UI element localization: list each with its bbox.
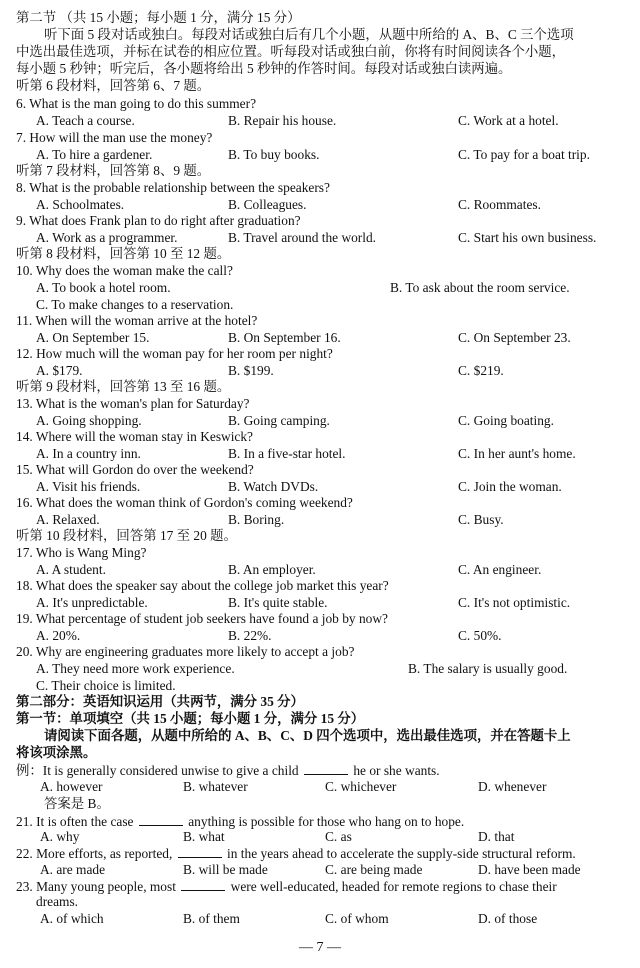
stem-end: were well-educated, headed for remote regions to chase their: [230, 879, 557, 894]
stem-start: 21. It is often the case: [16, 814, 134, 829]
answer-blank: [181, 878, 225, 891]
option-c: C. whichever: [325, 779, 397, 794]
option-b: B. what: [183, 829, 225, 844]
option-b: B. It's quite stable.: [228, 595, 328, 610]
answer-blank: [178, 845, 222, 858]
option-a: A. Teach a course.: [36, 113, 135, 128]
listening-group-label: 听第 9 段材料，回答第 13 至 16 题。: [16, 379, 231, 394]
question-stem: 14. Where will the woman stay in Keswick?: [16, 429, 254, 444]
option-b: B. The salary is usually good.: [408, 661, 568, 676]
option-b: B. Boring.: [228, 512, 285, 527]
option-c: C. Roommates.: [458, 197, 541, 212]
stem-end: anything is possible for those who hang on to hope.: [188, 814, 465, 829]
option-a: A. however: [40, 779, 103, 794]
example-answer: 答案是 B。: [44, 796, 110, 811]
question-stem: 11. When will the woman arrive at the hotel?: [16, 313, 258, 328]
option-b: B. In a five-star hotel.: [228, 446, 346, 461]
option-c: C. 50%.: [458, 628, 502, 643]
option-c: C. $219.: [458, 363, 504, 378]
instruction-line: 中选出最佳选项，并标在试卷的相应位置。听每段对话或独白前，你将有时间阅读各个小题，: [16, 44, 566, 59]
option-b: B. To buy books.: [228, 147, 320, 162]
question-stem: 9. What does Frank plan to do right after graduation?: [16, 213, 301, 228]
option-b: B. will be made: [183, 862, 268, 877]
stem-continuation: dreams.: [36, 894, 79, 909]
option-c: C. It's not optimistic.: [458, 595, 571, 610]
section-heading: 第二节 （共 15 小题；每小题 1 分，满分 15 分）: [16, 10, 301, 25]
option-a: A. $179.: [36, 363, 83, 378]
listening-group-label: 听第 8 段材料，回答第 10 至 12 题。: [16, 246, 231, 261]
option-b: B. An employer.: [228, 562, 316, 577]
option-b: B. Colleagues.: [228, 197, 307, 212]
listening-group-label: 听第 10 段材料，回答第 17 至 20 题。: [16, 528, 237, 543]
question-stem: 6. What is the man going to do this summer?: [16, 96, 257, 111]
option-a: A. On September 15.: [36, 330, 150, 345]
option-a: A. A student.: [36, 562, 106, 577]
option-a: A. They need more work experience.: [36, 661, 235, 676]
example-stem: [16, 762, 440, 779]
option-b: B. 22%.: [228, 628, 272, 643]
option-b: B. To ask about the room service.: [390, 280, 570, 295]
option-a: A. Relaxed.: [36, 512, 100, 527]
question-stem: 12. How much will the woman pay for her room per night?: [16, 346, 333, 361]
answer-blank: [139, 813, 183, 826]
option-c: C. To make changes to a reservation.: [36, 297, 234, 312]
question-stem: [16, 813, 464, 830]
option-c: C. Join the woman.: [458, 479, 562, 494]
option-c: C. An engineer.: [458, 562, 542, 577]
part-heading: 第二部分：英语知识运用（共两节，满分 35 分）: [16, 694, 304, 709]
option-c: C. as: [325, 829, 352, 844]
question-stem: 20. Why are engineering graduates more likely to accept a job?: [16, 644, 355, 659]
listening-group-label: 听第 6 段材料，回答第 6、7 题。: [16, 78, 211, 93]
option-a: A. why: [40, 829, 80, 844]
option-a: A. Visit his friends.: [36, 479, 141, 494]
option-c: C. are being made: [325, 862, 423, 877]
listening-group-label: 听第 7 段材料，回答第 8、9 题。: [16, 163, 211, 178]
stem-start: 23. Many young people, most: [16, 879, 176, 894]
option-a: A. Going shopping.: [36, 413, 142, 428]
option-b: B. Repair his house.: [228, 113, 337, 128]
option-c: C. On September 23.: [458, 330, 571, 345]
option-a: A. are made: [40, 862, 106, 877]
option-a: A. To book a hotel room.: [36, 280, 171, 295]
option-c: C. Busy.: [458, 512, 504, 527]
option-b: B. $199.: [228, 363, 274, 378]
option-a: A. 20%.: [36, 628, 81, 643]
question-stem: [16, 845, 576, 862]
option-a: A. of which: [40, 911, 104, 926]
option-b: B. whatever: [183, 779, 248, 794]
option-a: A. It's unpredictable.: [36, 595, 148, 610]
page-number: — 7 —: [299, 940, 341, 955]
question-stem: 15. What will Gordon do over the weekend?: [16, 462, 254, 477]
instruction-line: 将该项涂黑。: [16, 745, 97, 760]
question-stem: 8. What is the probable relationship between the speakers?: [16, 180, 330, 195]
section-heading: 第一节：单项填空（共 15 小题；每小题 1 分，满分 15 分）: [16, 711, 365, 726]
option-a: A. Work as a programmer.: [36, 230, 178, 245]
option-d: D. have been made: [478, 862, 581, 877]
question-stem: 7. How will the man use the money?: [16, 130, 213, 145]
instruction-line: 请阅读下面各题，从题中所给的 A、B、C、D 四个选项中，选出最佳选项，并在答题卡上: [44, 728, 571, 743]
option-c: C. Going boating.: [458, 413, 554, 428]
option-c: C. of whom: [325, 911, 389, 926]
question-stem: 18. What does the speaker say about the college job market this year?: [16, 578, 389, 593]
instruction-line: 每小题 5 秒钟；听完后，各小题将给出 5 秒钟的作答时间。每段对话或独白读两遍。: [16, 61, 512, 76]
example-stem-end: he or she wants.: [353, 763, 440, 778]
question-stem: 19. What percentage of student job seekers have found a job by now?: [16, 611, 388, 626]
question-stem: 16. What does the woman think of Gordon's coming weekend?: [16, 495, 353, 510]
option-c: C. Their choice is limited.: [36, 678, 176, 693]
option-b: B. of them: [183, 911, 240, 926]
option-b: B. Travel around the world.: [228, 230, 377, 245]
option-c: C. To pay for a boat trip.: [458, 147, 590, 162]
option-b: B. On September 16.: [228, 330, 341, 345]
option-b: B. Going camping.: [228, 413, 330, 428]
option-b: B. Watch DVDs.: [228, 479, 319, 494]
question-stem: 17. Who is Wang Ming?: [16, 545, 147, 560]
option-d: D. that: [478, 829, 515, 844]
option-a: A. In a country inn.: [36, 446, 141, 461]
option-d: D. of those: [478, 911, 538, 926]
option-a: A. Schoolmates.: [36, 197, 125, 212]
example-stem-start: 例：It is generally considered unwise to give a child: [16, 763, 299, 778]
question-stem: 10. Why does the woman make the call?: [16, 263, 233, 278]
stem-start: 22. More efforts, as reported,: [16, 846, 173, 861]
question-stem: [16, 878, 557, 895]
instruction-line: 听下面 5 段对话或独白。每段对话或独白后有几个小题，从题中所给的 A、B、C 三个选项: [44, 27, 574, 42]
option-c: C. In her aunt's home.: [458, 446, 576, 461]
answer-blank: [304, 762, 348, 775]
option-c: C. Start his own business.: [458, 230, 597, 245]
option-d: D. whenever: [478, 779, 547, 794]
stem-end: in the years ahead to accelerate the supply-side structural reform.: [227, 846, 576, 861]
question-stem: 13. What is the woman's plan for Saturday?: [16, 396, 250, 411]
option-a: A. To hire a gardener.: [36, 147, 153, 162]
option-c: C. Work at a hotel.: [458, 113, 559, 128]
